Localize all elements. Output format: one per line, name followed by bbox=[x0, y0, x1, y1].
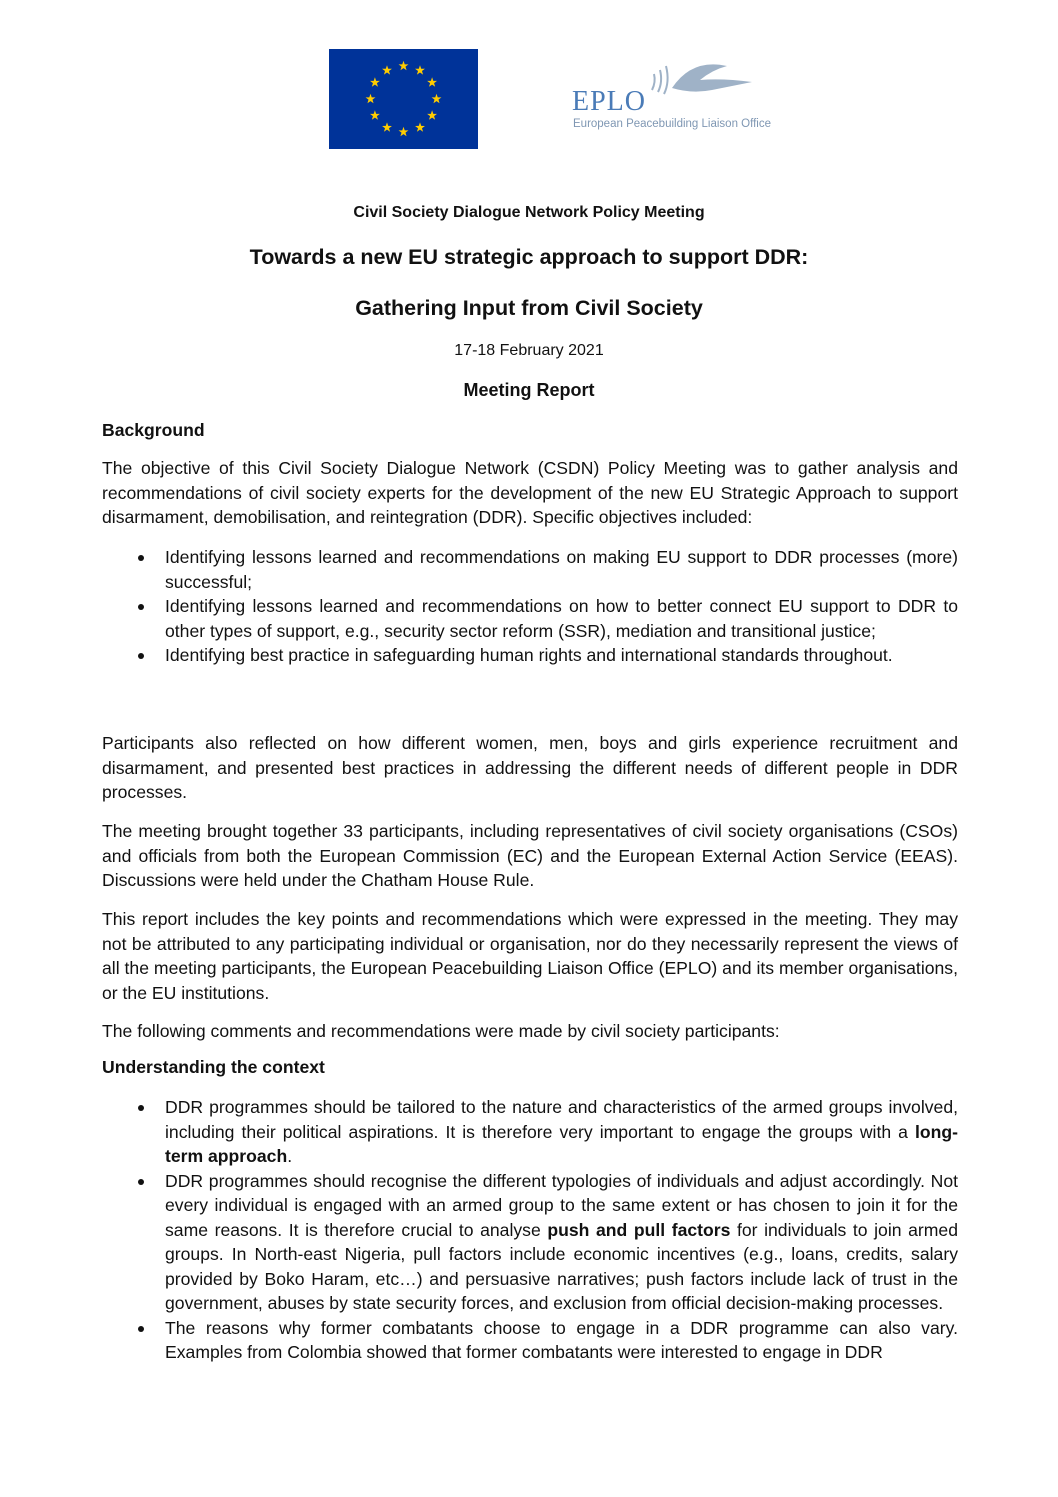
list-item: Identifying lessons learned and recommendations on how to better connect EU support to DDR to other types of support, e.g., security sector reform (SSR), mediation and transitional justice; bbox=[102, 594, 958, 643]
title-line-1: Towards a new EU strategic approach to support DDR: bbox=[249, 245, 809, 269]
list-item: Identifying best practice in safeguarding human rights and international standards throughout. bbox=[102, 643, 958, 668]
title-line-2: Gathering Input from Civil Society bbox=[355, 296, 703, 320]
bullet-icon bbox=[138, 1326, 144, 1332]
meeting-block bbox=[102, 819, 958, 893]
meeting-date: 17-18 February 2021 bbox=[454, 342, 604, 359]
objectives-list bbox=[102, 545, 958, 668]
bullet-icon bbox=[138, 1179, 144, 1185]
eplo-subtitle: European Peacebuilding Liaison Office bbox=[573, 118, 771, 130]
participants-block bbox=[102, 731, 958, 805]
bullet-icon bbox=[138, 653, 144, 659]
context-heading: Understanding the context bbox=[102, 1057, 325, 1077]
dove-icon bbox=[642, 60, 792, 110]
bold-phrase: push and pull factors bbox=[547, 1219, 731, 1240]
bullet-icon bbox=[138, 1105, 144, 1111]
list-item: Identifying lessons learned and recommendations on making EU support to DDR processes (more) successful; bbox=[102, 545, 958, 594]
bullet-icon bbox=[138, 604, 144, 610]
report-label: Meeting Report bbox=[463, 380, 595, 400]
network-heading: Civil Society Dialogue Network Policy Meeting bbox=[353, 204, 705, 221]
bullet-icon bbox=[138, 555, 144, 561]
following-block bbox=[102, 1019, 958, 1044]
intro-paragraph: The objective of this Civil Society Dialogue Network (CSDN) Policy Meeting was to gather analysis and recommendations of civil society experts for the development of the new EU Strategic Approach to support disarmament, demobilisation, and reintegration (DDR). Specific objectives included: bbox=[102, 458, 958, 527]
background-heading: Background bbox=[102, 420, 205, 440]
bold-phrase: long-term approach bbox=[165, 1121, 958, 1166]
background-intro bbox=[102, 456, 958, 530]
eu-flag-logo bbox=[329, 49, 478, 149]
eplo-wordmark: EPLO bbox=[572, 86, 646, 117]
following-paragraph: The following comments and recommendations were made by civil society participants: bbox=[102, 1021, 780, 1041]
list-item: The reasons why former combatants choose to engage in a DDR programme can also vary. Examples from Colombia showed that former combatants were interested to engage in DDR bbox=[102, 1316, 958, 1365]
eplo-logo bbox=[572, 60, 787, 135]
participants-paragraph: Participants also reflected on how different women, men, boys and girls experience recruitment and disarmament, and presented best practices in addressing the different needs of different people in DDR processes. bbox=[102, 733, 958, 802]
report-block bbox=[102, 907, 958, 1005]
meeting-paragraph: The meeting brought together 33 participants, including representatives of civil society organisations (CSOs) and officials from both the European Commission (EC) and the European External Action Service (EEAS). Discussions were held under the Chatham House Rule. bbox=[102, 821, 958, 890]
list-item: DDR programmes should be tailored to the nature and characteristics of the armed groups involved, including their political aspirations. It is therefore very important to engage the groups with a long-term approach. bbox=[102, 1095, 958, 1169]
list-item: DDR programmes should recognise the different typologies of individuals and adjust accordingly. Not every individual is engaged with an armed group to the same extent or has chosen to join it for the same reasons. It is therefore crucial to analyse push and pull factors for individuals to join armed groups. In North-east Nigeria, pull factors include economic incentives (e.g., loans, credits, salary provided by Boko Haram, etc…) and persuasive narratives; push factors include lack of trust in the government, abuses by state security forces, and exclusion from official decision-making processes. bbox=[102, 1169, 958, 1316]
report-paragraph: This report includes the key points and recommendations which were expressed in the meeting. They may not be attributed to any participating individual or organisation, nor do they necessarily represent the views of all the meeting participants, the European Peacebuilding Liaison Office (EPLO) and its member organisations, or the EU institutions. bbox=[102, 909, 958, 1003]
context-list bbox=[102, 1095, 958, 1365]
